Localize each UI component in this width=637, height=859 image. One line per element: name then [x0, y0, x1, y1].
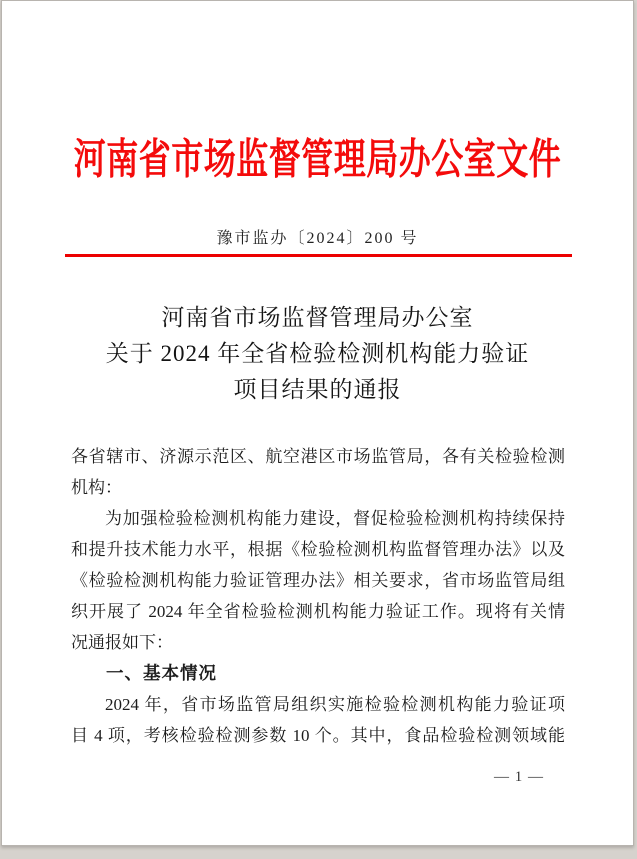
body-line: 况通报如下：: [71, 633, 173, 652]
body-line: 各省辖市、济源示范区、航空港区市场监管局，各有关检验检测: [71, 447, 565, 466]
body-line: 目 4 项，考核检验检测参数 10 个。其中，食品检验检测领域能: [71, 726, 565, 745]
body-line: 2024 年，省市场监管局组织实施检验检测机构能力验证项: [105, 695, 565, 714]
page-number: — 1 —: [494, 769, 544, 785]
document-title: [2, 300, 633, 408]
title-line-3: 项目结果的通报: [233, 377, 402, 402]
body-line: 《检验检测机构能力验证管理办法》相关要求，省市场监管局组: [71, 571, 565, 590]
title-line-1: 河南省市场监督管理局办公室: [161, 305, 474, 330]
body-line: 织开展了 2024 年全省检验检测机构能力验证工作。现将有关情: [71, 602, 565, 621]
document-body: [71, 441, 565, 751]
body-line: 和提升技术能力水平，根据《检验检测机构监督管理办法》以及: [71, 540, 565, 559]
red-divider-line: [65, 254, 572, 257]
document-page: [1, 0, 634, 846]
body-line: 机构：: [71, 478, 122, 497]
body-line: 为加强检验检测机构能力建设，督促检验检测机构持续保持: [105, 509, 565, 528]
red-header-title: 河南省市场监督管理局办公室文件: [73, 135, 562, 183]
section-heading: 一、基本情况: [106, 663, 217, 683]
document-number: 豫市监办〔2024〕200 号: [216, 230, 419, 247]
title-line-2: 关于 2024 年全省检验检测机构能力验证: [105, 341, 530, 366]
